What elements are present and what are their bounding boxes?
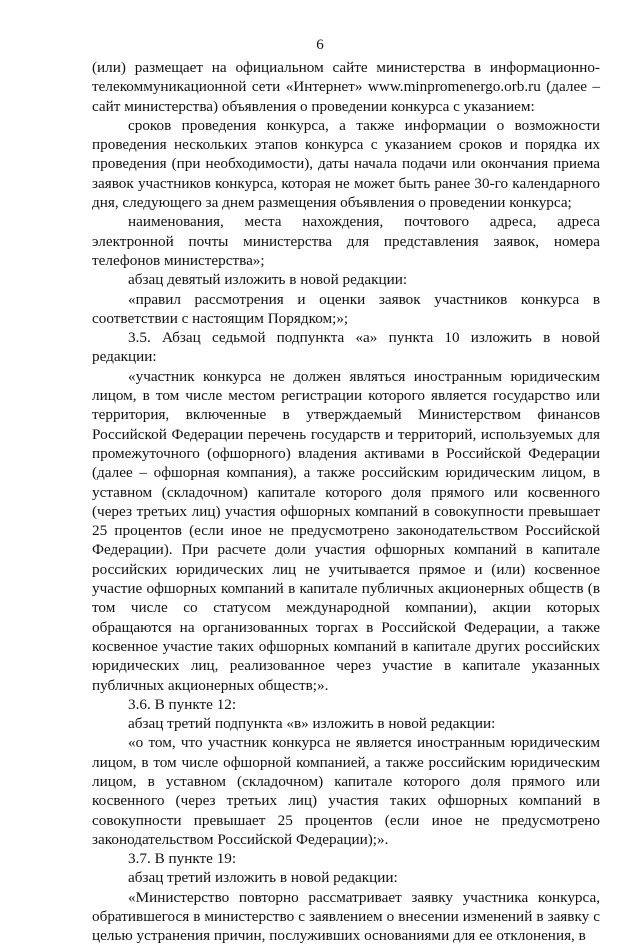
page-number: 6 — [316, 37, 324, 53]
paragraph: «участник конкурса не должен являться иностранным юридическим лицом, в том числе местом регистрации которого является государство или территория, включенные в утверждаемый Министерством финансов Российской Федерации перечень государств и территорий, используемых для промежуточного (офшорного) владения активами в Российской Федерации (далее – офшорная компания), а также российским юридическим лицом, в уставном (складочном) капитале которого доля прямого или косвенного (через третьих лиц) участия офшорных компаний в совокупности превышает 25 процентов (если иное не предусмотрено законодательством Российской Федерации). При расчете доли участия офшорных компаний в капитале российских юридических лиц не учитывается прямое и (или) косвенное участие офшорных компаний в капитале публичных акционерных обществ (в том числе со статусом международной компании), акции которых обращаются на организованных торгах в Российской Федерации, а также косвенное участие таких офшорных компаний в капитале других российских юридических лиц, реализованное через участие в капитале указанных публичных акционерных обществ;». — [92, 367, 600, 694]
paragraph: наименования, места нахождения, почтового адреса, адреса электронной почты министерства для представления заявок, номера телефонов министерства»; — [92, 213, 600, 269]
paragraph: сроков проведения конкурса, а также информации о возможности проведения нескольких этапов конкурса с указанием сроков и порядка их проведения (при необходимости), даты начала подачи или окончания приема заявок участников конкурса, которая не может быть ранее 30-го календарного дня, следующего за днем размещения объявления о проведении конкурса; — [92, 116, 600, 212]
paragraph: абзац девятый изложить в новой редакции: — [128, 271, 408, 289]
paragraph: «Министерство повторно рассматривает заявку участника конкурса, обратившегося в министерство с заявлением о внесении изменений в заявку с целью устранения причин, послуживших основаниями для ее отклонения, в — [92, 888, 600, 945]
paragraph: «о том, что участник конкурса не является иностранным юридическим лицом, в том числе офшорной компанией, а также российским юридическим лицом, в уставном (складочном) капитале которого доля прямого или косвенного (через третьих лиц) участия таких офшорных компаний в совокупности превышает 25 процентов (если иное не предусмотрено законодательством Российской Федерации);». — [92, 734, 600, 848]
paragraph: «правил рассмотрения и оценки заявок участников конкурса в соответствии с настоящим Порядком;»; — [92, 290, 600, 327]
paragraph: 3.6. В пункте 12: — [128, 695, 237, 713]
paragraph: (или) размещает на официальном сайте министерства в информационно-телекоммуникационной сети «Интернет» www.minpromenergo.orb.ru (далее – сайт министерства) объявления о проведении конкурса с указанием: — [92, 59, 600, 115]
paragraph: 3.7. В пункте 19: — [128, 850, 237, 868]
paragraph: абзац третий изложить в новой редакции: — [128, 869, 398, 887]
paragraph: абзац третий подпункта «в» изложить в новой редакции: — [128, 715, 496, 733]
paragraph: 3.5. Абзац седьмой подпункта «а» пункта 10 изложить в новой редакции: — [92, 329, 600, 366]
document-body — [92, 58, 600, 946]
